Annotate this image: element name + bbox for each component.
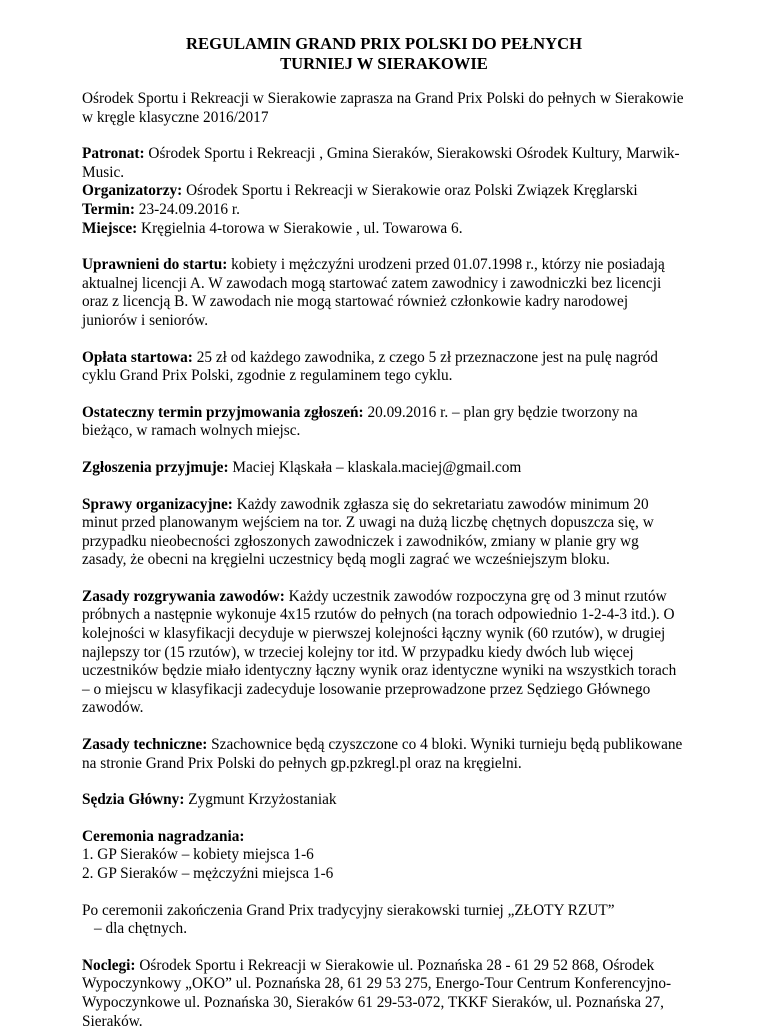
termin-label: Termin:	[82, 200, 135, 218]
miejsce-text: Kręgielnia 4-torowa w Sierakowie , ul. Towarowa 6.	[137, 219, 463, 237]
ceremonia-label: Ceremonia nagradzania:	[82, 827, 245, 845]
intro-paragraph: Ośrodek Sportu i Rekreacji w Sierakowie zaprasza na Grand Prix Polski do pełnych w Sierakowie w kręgle klasyczne 2016/2017	[82, 90, 684, 126]
uprawnieni-paragraph	[82, 256, 686, 330]
organizatorzy-text: Ośrodek Sportu i Rekreacji w Sierakowie oraz Polski Związek Kręglarski	[182, 182, 638, 200]
title-line-1: REGULAMIN GRAND PRIX POLSKI DO PEŁNYCH	[186, 34, 582, 53]
termin-zgloszen-paragraph	[82, 404, 686, 441]
info-block	[82, 145, 686, 238]
ceremonia-item: 1. GP Sieraków – kobiety miejsca 1-6	[82, 846, 314, 864]
organizatorzy-label: Organizatorzy:	[82, 182, 183, 200]
patronat-label: Patronat:	[82, 145, 145, 163]
sprawy-paragraph	[82, 496, 686, 570]
patronat-line	[82, 145, 686, 182]
document-title	[82, 34, 686, 74]
zgloszenia-paragraph	[82, 459, 686, 478]
zgloszenia-text: Maciej Kląskała – klaskala.maciej@gmail.com	[228, 458, 522, 476]
zasady-techniczne-paragraph	[82, 736, 686, 773]
oplata-paragraph	[82, 349, 686, 386]
zasady-techniczne-text: Szachownice będą czyszczone co 4 bloki. Wyniki turnieju będą publikowane na stronie Grand Prix Polski do pełnych gp.pzkregl.pl oraz na kręgielni.	[82, 736, 683, 772]
ceremonia-item: 2. GP Sieraków – mężczyźni miejsca 1-6	[82, 865, 334, 882]
zasady-techniczne-label: Zasady techniczne:	[82, 736, 208, 754]
title-line-2: TURNIEJ W SIERAKOWIE	[280, 54, 488, 73]
oplata-label: Opłata startowa:	[82, 348, 193, 366]
termin-text: 23-24.09.2016 r.	[134, 200, 240, 218]
noclegi-label: Noclegi:	[82, 956, 136, 974]
ceremonia-block	[82, 828, 686, 884]
sprawy-label: Sprawy organizacyjne:	[82, 495, 233, 513]
sedzia-paragraph	[82, 791, 686, 810]
noclegi-text: Ośrodek Sportu i Rekreacji w Sierakowie ul. Poznańska 28 - 61 29 52 868, Ośrodek Wypoczynkowy „OKO” ul. Poznańska 28, 61 29 53 275, Energo-Tour Centrum Konferencyjno-Wypoczynkowe ul. Poznańska 30, Sieraków 61 29-53-072, TKKF Sieraków, ul. Poznańska 27, Sieraków.	[82, 956, 672, 1030]
uprawnieni-text: kobiety i mężczyźni urodzeni przed 01.07.1998 r., którzy nie posiadają aktualnej licencji A. W zawodach mogą startować zatem zawodnicy i zawodniczki bez licencji oraz z licencją B. W zawodach nie mogą startować również członkowie kadry narodowej juniorów i seniorów.	[82, 256, 665, 329]
zasady-rozgrywania-paragraph	[82, 588, 686, 718]
zgloszenia-label: Zgłoszenia przyjmuje:	[82, 458, 229, 476]
po-ceremonii-block	[82, 902, 686, 939]
po-ceremonii-line-2: – dla chętnych.	[94, 920, 188, 938]
sprawy-text: Każdy zawodnik zgłasza się do sekretariatu zawodów minimum 20 minut przed planowanym wejściem na tor. Z uwagi na dużą liczbę chętnych dopuszcza się, w przypadku nieobecności zgłoszonych zawodniczek i zawodników, zmiany w planie gry wg zasady, że obecni na kręgielni uczestnicy będą mogli zagrać we wcześniejszym bloku.	[82, 495, 654, 569]
termin-zgloszen-text: 20.09.2016 r. – plan gry będzie tworzony na bieżąco, w ramach wolnych miejsc.	[82, 403, 638, 440]
oplata-text: 25 zł od każdego zawodnika, z czego 5 zł przeznaczone jest na pulę nagród cyklu Grand Prix Polski, zgodnie z regulaminem tego cyklu.	[82, 348, 658, 385]
patronat-text: Ośrodek Sportu i Rekreacji , Gmina Sieraków, Sierakowski Ośrodek Kultury, Marwik-Music.	[82, 145, 680, 181]
zasady-rozgrywania-text: Każdy uczestnik zawodów rozpoczyna grę od 3 minut rzutów próbnych a następnie wykonuje 4x15 rzutów do pełnych (na torach odpowiednio 1-2-4-3 itd.). O kolejności w klasyfikacji decyduje w pierwszej kolejności łączny wynik (60 rzutów), w drugiej najlepszy tor (15 rzutów), w trzeciej kolejny tor itd. W przypadku kiedy dwóch lub więcej uczestników będzie miało identyczny łączny wynik oraz identyczne wyniki na wszystkich torach – o miejscu w klasyfikacji zadecyduje losowanie przeprowadzone przez Sędziego Głównego zawodów.	[82, 587, 677, 717]
po-ceremonii-line-1: Po ceremonii zakończenia Grand Prix tradycyjny sierakowski turniej „ZŁOTY RZUT”	[82, 901, 615, 919]
termin-zgloszen-label: Ostateczny termin przyjmowania zgłoszeń:	[82, 403, 364, 421]
miejsce-label: Miejsce:	[82, 219, 138, 237]
organizatorzy-line	[82, 182, 686, 201]
uprawnieni-label: Uprawnieni do startu:	[82, 256, 228, 274]
sedzia-text: Zygmunt Krzyżostaniak	[184, 791, 337, 809]
miejsce-line	[82, 220, 686, 239]
sedzia-label: Sędzia Główny:	[82, 791, 185, 809]
zasady-rozgrywania-label: Zasady rozgrywania zawodów:	[82, 587, 285, 605]
termin-line	[82, 201, 686, 220]
